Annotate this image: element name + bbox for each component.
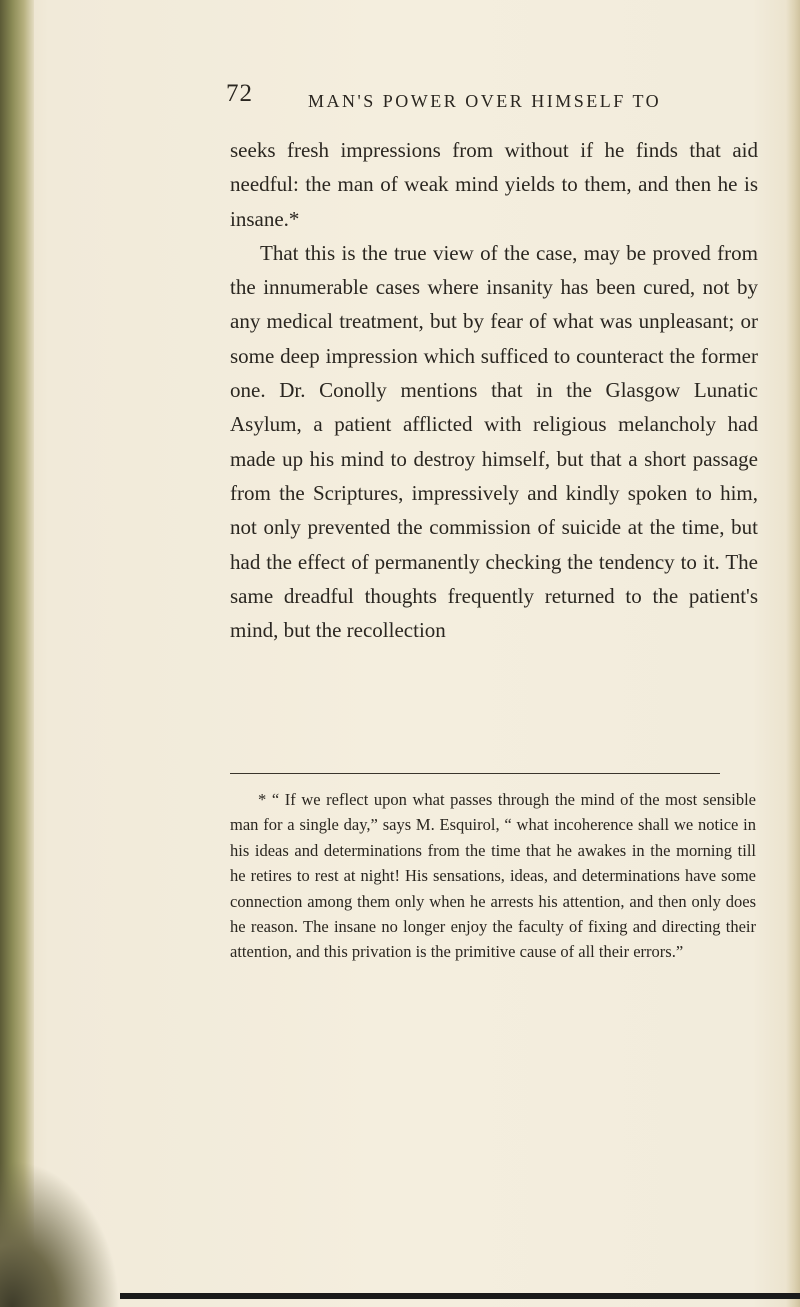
- running-head: MAN'S POWER OVER HIMSELF TO: [308, 91, 662, 111]
- paragraph-1: seeks fresh impressions from without if he finds that aid needful: the man of weak mind yields to them, and then he is insane.*: [230, 138, 758, 231]
- page-header: [226, 80, 786, 120]
- page-number: 72: [226, 80, 253, 107]
- paragraph-2: That this is the true view of the case, may be proved from the innumerable cases where insanity has been cured, not by any medical treatment, but by fear of what was unpleasant; or some deep impression which sufficed to counteract the former one. Dr. Conolly mentions that in the Glasgow Lunatic Asylum, a patient afflicted with religious melancholy had made up his mind to destroy himself, but that a short passage from the Scriptures, impressively and kindly spoken to him, not only prevented the commission of suicide at the time, but had the effect of permanently checking the tendency to it. The same dreadful thoughts frequently returned to the patient's mind, but the recollection: [230, 240, 758, 643]
- page-right-edge: [786, 0, 800, 1307]
- book-binding-edge: [0, 0, 34, 1307]
- binding-shadow: [0, 1160, 120, 1307]
- footnote: * “ If we reflect upon what passes through the mind of the most sensible man for a single day,” says M. Esquirol, “ what incoherence shall we notice in his ideas and determinations from the time that he awakes in the morning till he retires to rest at night! His sensations, ideas, and determinations have some connection among them only when he arrests his attention, and then only does he reason. The insane no longer enjoy the faculty of fixing and directing their attention, and this privation is the primitive cause of all their errors.”: [230, 790, 756, 962]
- bottom-edge-rule: [120, 1293, 800, 1299]
- body-text: [230, 133, 758, 647]
- footnote-separator: [230, 773, 720, 774]
